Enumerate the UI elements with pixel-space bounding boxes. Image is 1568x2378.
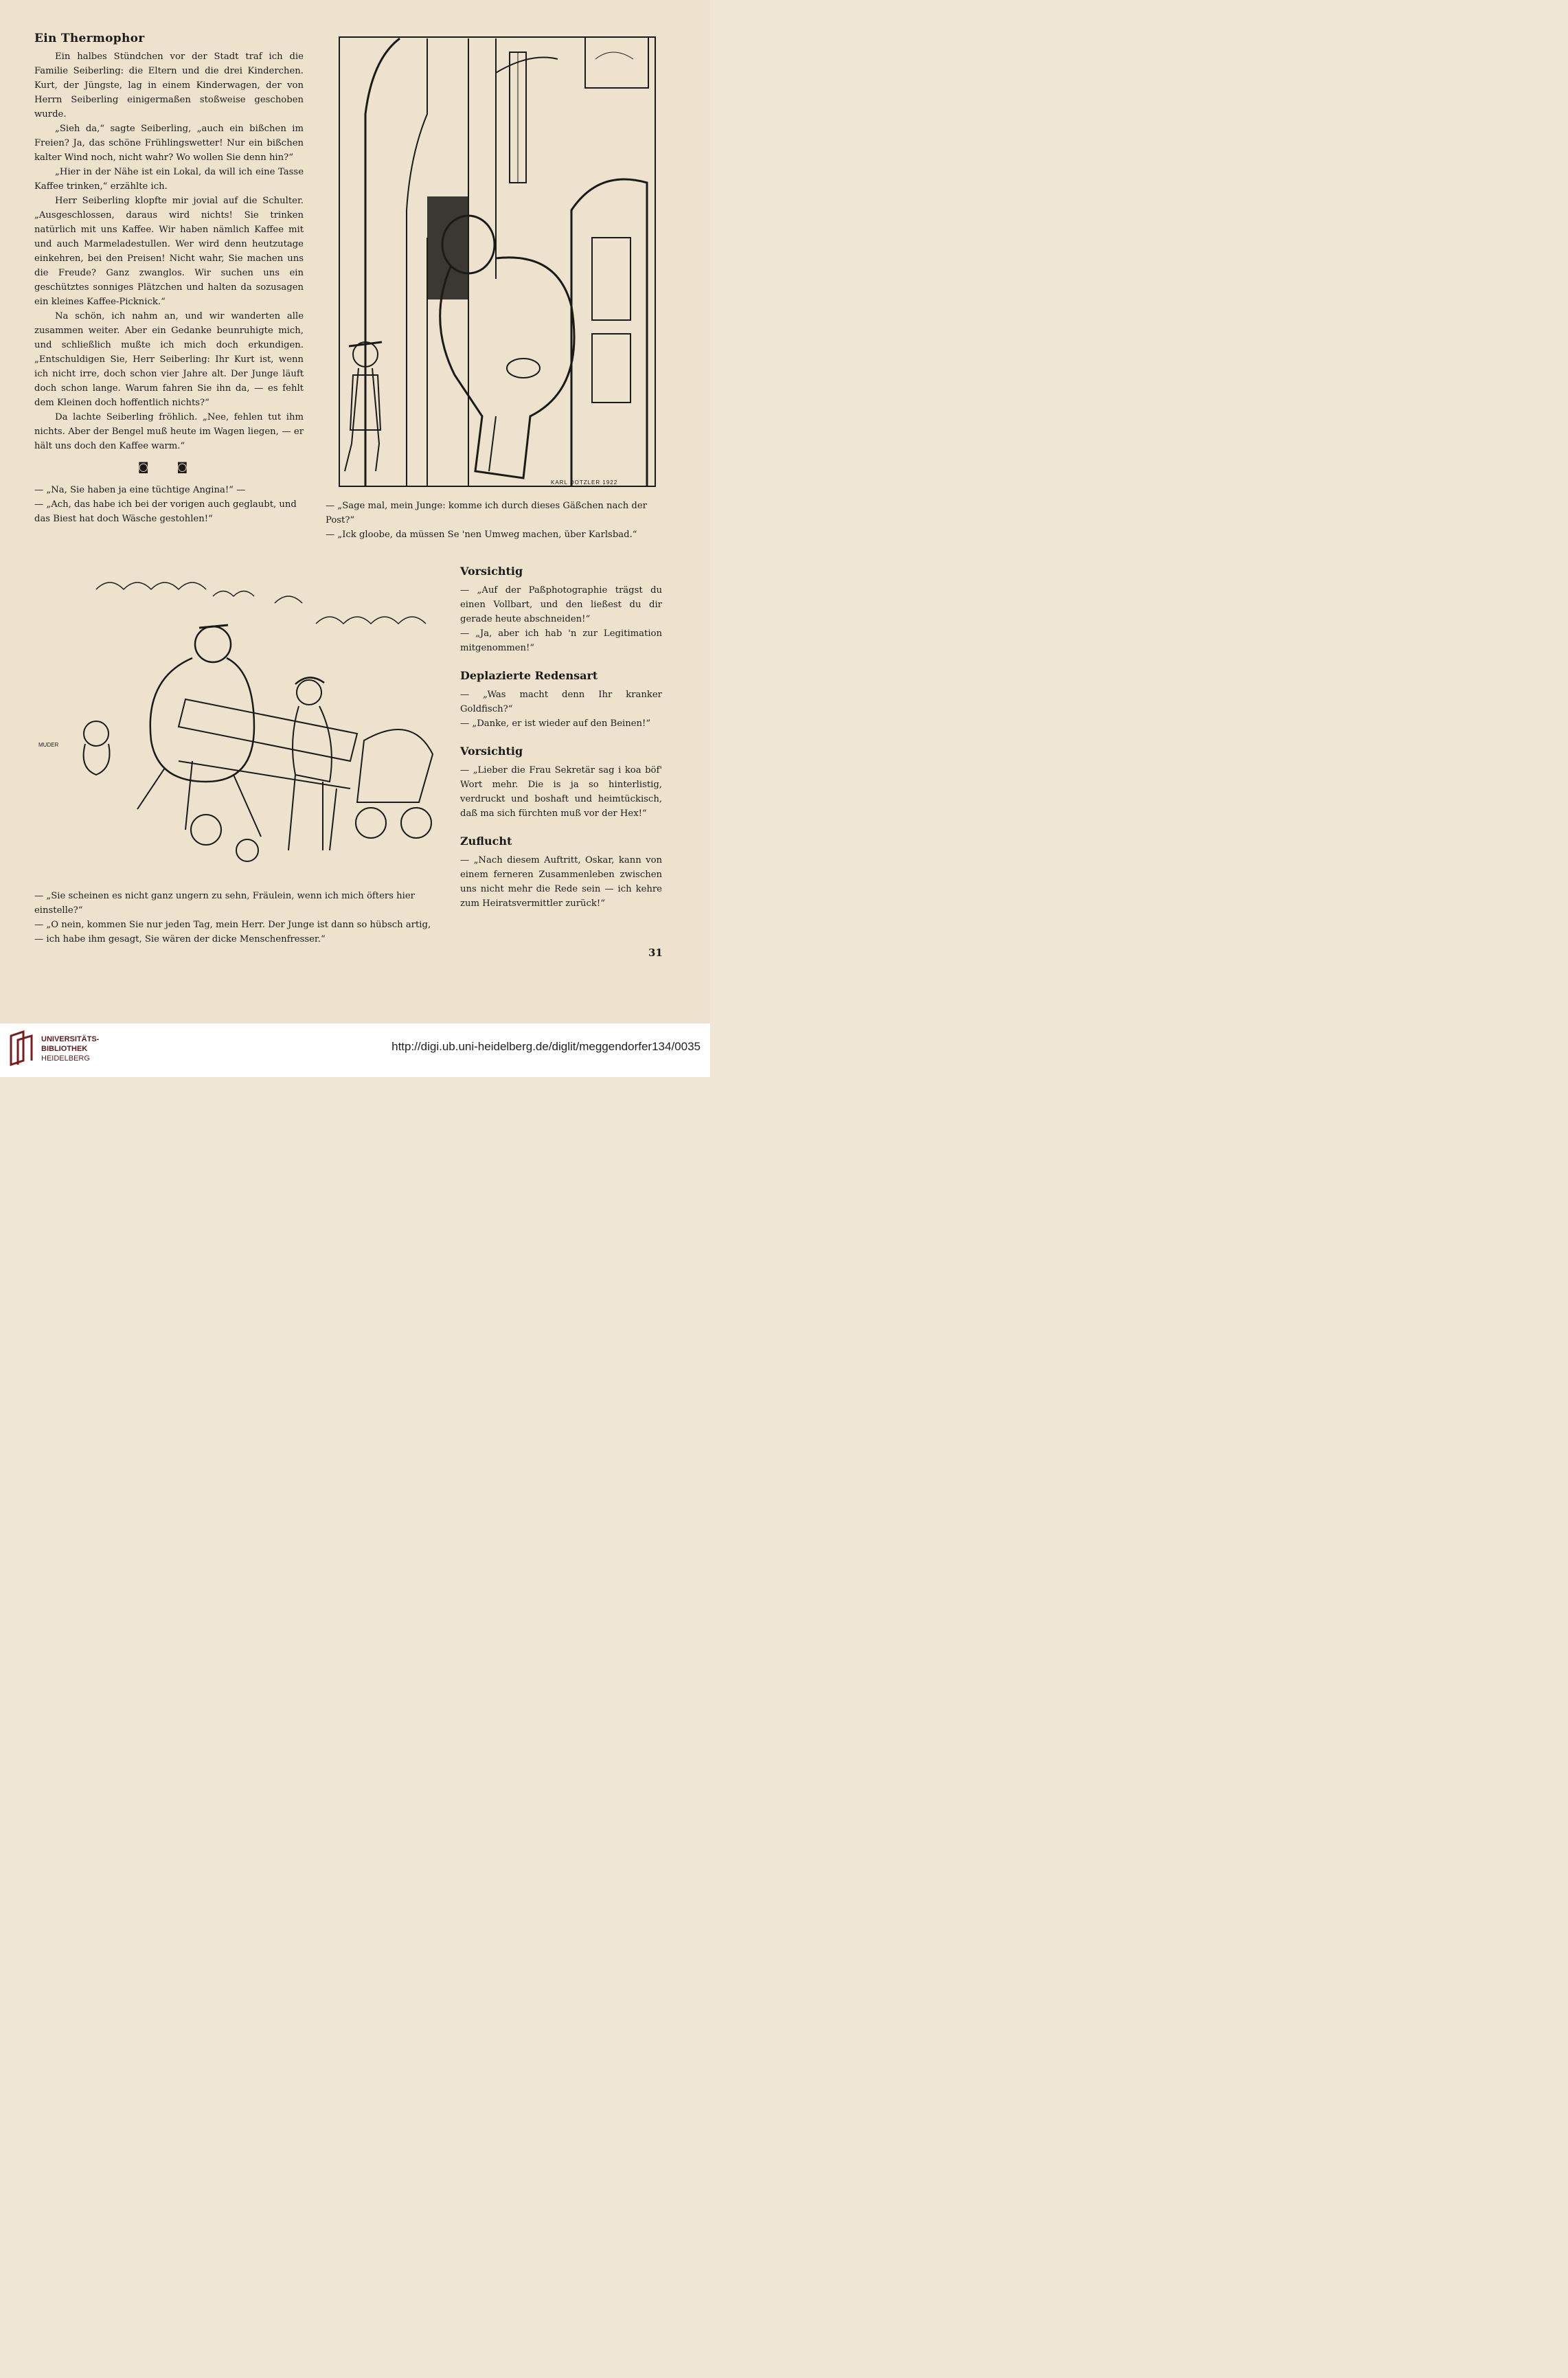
joke-line: — „Ach, das habe ich bei der vorigen auch geglaubt, und das Biest hat doch Wäsche gestohlen!“ <box>34 499 297 524</box>
story-title: Ein Thermophor <box>34 32 145 45</box>
section-line: — „Auf der Paßphotographie trägst du einen Vollbart, und den ließest du dir gerade heute abschneiden!“ <box>460 585 662 624</box>
digitization-footer <box>0 1023 710 1077</box>
section-line: — „Lieber die Frau Sekretär sag i koa böf' Wort mehr. Die is ja so hinterlistig, verdruckt und boshaft und heimtückisch, daß ma sich fürchten muß vor der Hex!“ <box>460 765 662 819</box>
alley-drawing <box>324 32 665 493</box>
ornament-divider: ◙ ◙ <box>137 460 201 473</box>
joke-section <box>460 565 662 655</box>
section-line: — „Ja, aber ich hab 'n zur Legitimation mitgenommen!“ <box>460 629 662 653</box>
source-url-link[interactable]: http://digi.ub.uni-heidelberg.de/diglit/meggendorfer134/0035 <box>391 1040 701 1053</box>
illustration-alley <box>324 32 665 493</box>
story-paragraph: Da lachte Seiberling fröhlich. „Nee, fehlen tut ihm nichts. Aber der Bengel muß heute im Wagen liegen, — er hält uns doch den Kaffee warm.“ <box>34 412 304 451</box>
section-heading: Vorsichtig <box>460 745 523 758</box>
story-paragraph: „Hier in der Nähe ist ein Lokal, da will ich eine Tasse Kaffee trinken,“ erzählte ich. <box>34 167 304 192</box>
section-heading: Deplazierte Redensart <box>460 669 598 682</box>
section-line: — „Was macht denn Ihr kranker Goldfisch?“ <box>460 690 662 714</box>
joke-line: — „Na, Sie haben ja eine tüchtige Angina!“ — <box>34 485 246 495</box>
section-line: — „Danke, er ist wieder auf den Beinen!“ <box>460 718 651 729</box>
story-paragraph: Herr Seiberling klopfte mir jovial auf die Schulter. „Ausgeschlossen, daraus wird nichts! Sie trinken natürlich mit uns Kaffee. Wir haben nämlich Kaffee mit und auch Marmeladestullen. Wer wird denn heutzutage einkehren, bei den Preisen! Nicht wahr, Sie machen uns die Freude? Ganz zwanglos. Wir suchen uns ein geschütztes sonniges Plätzchen und halten da sozusagen ein kleines Kaffee-Picknick.“ <box>34 196 304 307</box>
section-line: — „Nach diesem Auftritt, Oskar, kann von einem ferneren Zusammenleben zwischen uns nicht mehr die Rede sein — ich kehre zum Heiratsvermittler zurück!“ <box>460 855 662 909</box>
section-heading: Vorsichtig <box>460 565 523 578</box>
section-heading: Zuflucht <box>460 835 512 848</box>
story-column <box>34 32 304 526</box>
illustration-signature: MUDER <box>38 742 59 748</box>
park-bench-drawing <box>27 562 440 885</box>
library-line: UNIVERSITÄTS- <box>41 1035 100 1043</box>
joke-section <box>460 669 662 731</box>
library-line: BIBLIOTHEK <box>41 1045 88 1053</box>
story-paragraph: Na schön, ich nahm an, und wir wanderten alle zusammen weiter. Aber ein Gedanke beunruhigte mich, und schließlich mußte ich mich doch erkundigen. „Entschuldigen Sie, Herr Seiberling: Ihr Kurt ist, wenn ich nicht irre, doch schon vier Jahre alt. Der Junge läuft doch schon lange. Warum fahren Sie ihn da, — es fehlt dem Kleinen doch hoffentlich nichts?“ <box>34 311 304 408</box>
caption-line: — „Sie scheinen es nicht ganz ungern zu sehn, Fräulein, wenn ich mich öfters hier einstelle?“ <box>34 891 415 916</box>
joke-section <box>460 835 662 911</box>
story-paragraph: „Sieh da,“ sagte Seiberling, „auch ein bißchen im Freien? Ja, das schöne Frühlingswetter! Nur ein bißchen kalter Wind noch, nicht wahr? Wo wollen Sie denn hin?“ <box>34 124 304 163</box>
illustration-alley-caption <box>326 499 665 542</box>
story-paragraph: Ein halbes Stündchen vor der Stadt traf ich die Familie Seiberling: die Eltern und die drei Kinderchen. Kurt, der Jüngste, lag in einem Kinderwagen, der von Herrn Seiberling einigermaßen stoßweise geschoben wurde. <box>34 52 304 120</box>
library-line: HEIDELBERG <box>41 1054 90 1063</box>
magazine-page <box>0 0 710 1023</box>
library-logo-icon <box>10 1030 34 1066</box>
jokes-column <box>460 565 662 925</box>
page-number: 31 <box>648 947 663 959</box>
illustration-park-caption <box>34 889 440 947</box>
illustration-signature: KARL DOTZLER 1922 <box>551 479 618 486</box>
joke-section <box>460 745 662 821</box>
caption-line: — „O nein, kommen Sie nur jeden Tag, mein Herr. Der Junge ist dann so hübsch artig, — ich habe ihm gesagt, Sie wären der dicke Menschenfresser.“ <box>34 920 431 944</box>
library-name <box>41 1034 99 1063</box>
caption-line: — „Ick gloobe, da müssen Se 'nen Umweg machen, über Karlsbad.“ <box>326 530 637 540</box>
caption-line: — „Sage mal, mein Junge: komme ich durch dieses Gäßchen nach der Post?“ <box>326 501 647 525</box>
illustration-park-bench <box>27 562 440 885</box>
